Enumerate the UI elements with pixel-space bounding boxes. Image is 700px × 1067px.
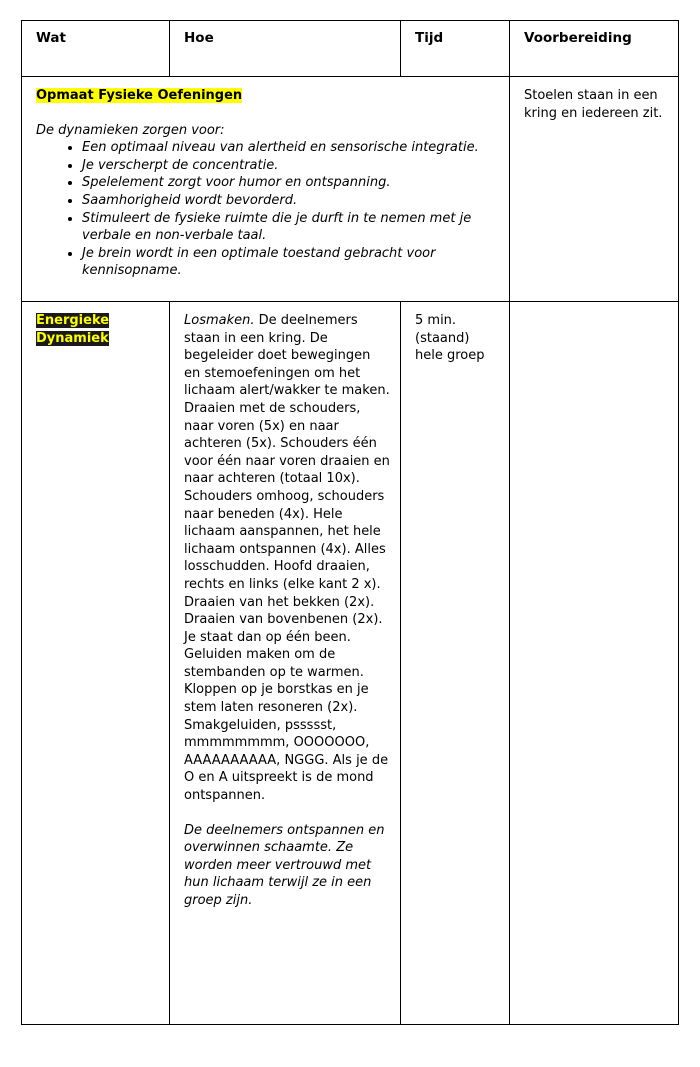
section-title: Opmaat Fysieke Oefeningen: [36, 88, 243, 103]
activity-what-cell: [22, 302, 170, 1025]
activity-time: 5 min. (staand) hele groep: [401, 302, 510, 1025]
list-item: • Je verscherpt de concentratie.: [82, 157, 499, 175]
activity-description: De deelnemers staan in een kring. De begeleider doet bewegingen en stemoefeningen om het lichaam alert/wakker te maken. Draaien met de schouders, naar voren (5x) en naar achteren (5x). Schouders één voor één naar voren draaien en naar achteren (totaal 10x). Schouders omhoog, schouders naar beneden (4x). Hele lichaam aanspannen, het hele lichaam ontspannen (4x). Alles losschudden. Hoofd draaien, rechts en links (elke kant 2 x). Draaien van het bekken (2x). Draaien van bovenbenen (2x). Je staat dan op één been. Geluiden maken om de stembanden op te warmen. Kloppen op je borstkas en je stem laten resoneren (2x). Smakgeluiden, pssssst, mmmmmmmm, OOOOOOO, AAAAAAAAAA, NGGG. Als je de O en A uitspreekt is de mond ontspannen.: [184, 313, 390, 804]
activity-lead: Losmaken.: [184, 313, 255, 328]
activity-note: De deelnemers ontspannen en overwinnen schaamte. Ze worden meer vertrouwd met hun lichaam terwijl ze in een groep zijn.: [184, 822, 385, 908]
list-item: • Stimuleert de fysieke ruimte die je durft in te nemen met je verbale en non-verbale taal.: [82, 210, 499, 245]
list-item: • Je brein wordt in een optimale toestand gebracht voor kennisopname.: [82, 245, 499, 280]
activity-how-cell: [170, 302, 401, 1025]
list-item: • Saamhorigheid wordt bevorderd.: [82, 192, 499, 210]
lesson-plan-table: [21, 20, 679, 1025]
section-intro: De dynamieken zorgen voor:: [36, 122, 225, 138]
activity-title-line1: Energieke: [36, 313, 110, 328]
section-preparation: Stoelen staan in een kring en iedereen zit.: [510, 77, 679, 302]
list-item: • Een optimaal niveau van alertheid en sensorische integratie.: [82, 139, 499, 157]
header-row: [22, 21, 679, 77]
activity-preparation: [510, 302, 679, 1025]
activity-row: [22, 302, 679, 1025]
activity-title-line2: Dynamiek: [36, 330, 109, 346]
section-row: [22, 77, 679, 302]
benefit-list: [36, 139, 499, 280]
header-wat: Wat: [22, 21, 170, 77]
header-voorbereiding: Voorbereiding: [510, 21, 679, 77]
section-cell: [22, 77, 510, 302]
list-item: • Spelelement zorgt voor humor en ontspanning.: [82, 174, 499, 192]
header-tijd: Tijd: [401, 21, 510, 77]
header-hoe: Hoe: [170, 21, 401, 77]
